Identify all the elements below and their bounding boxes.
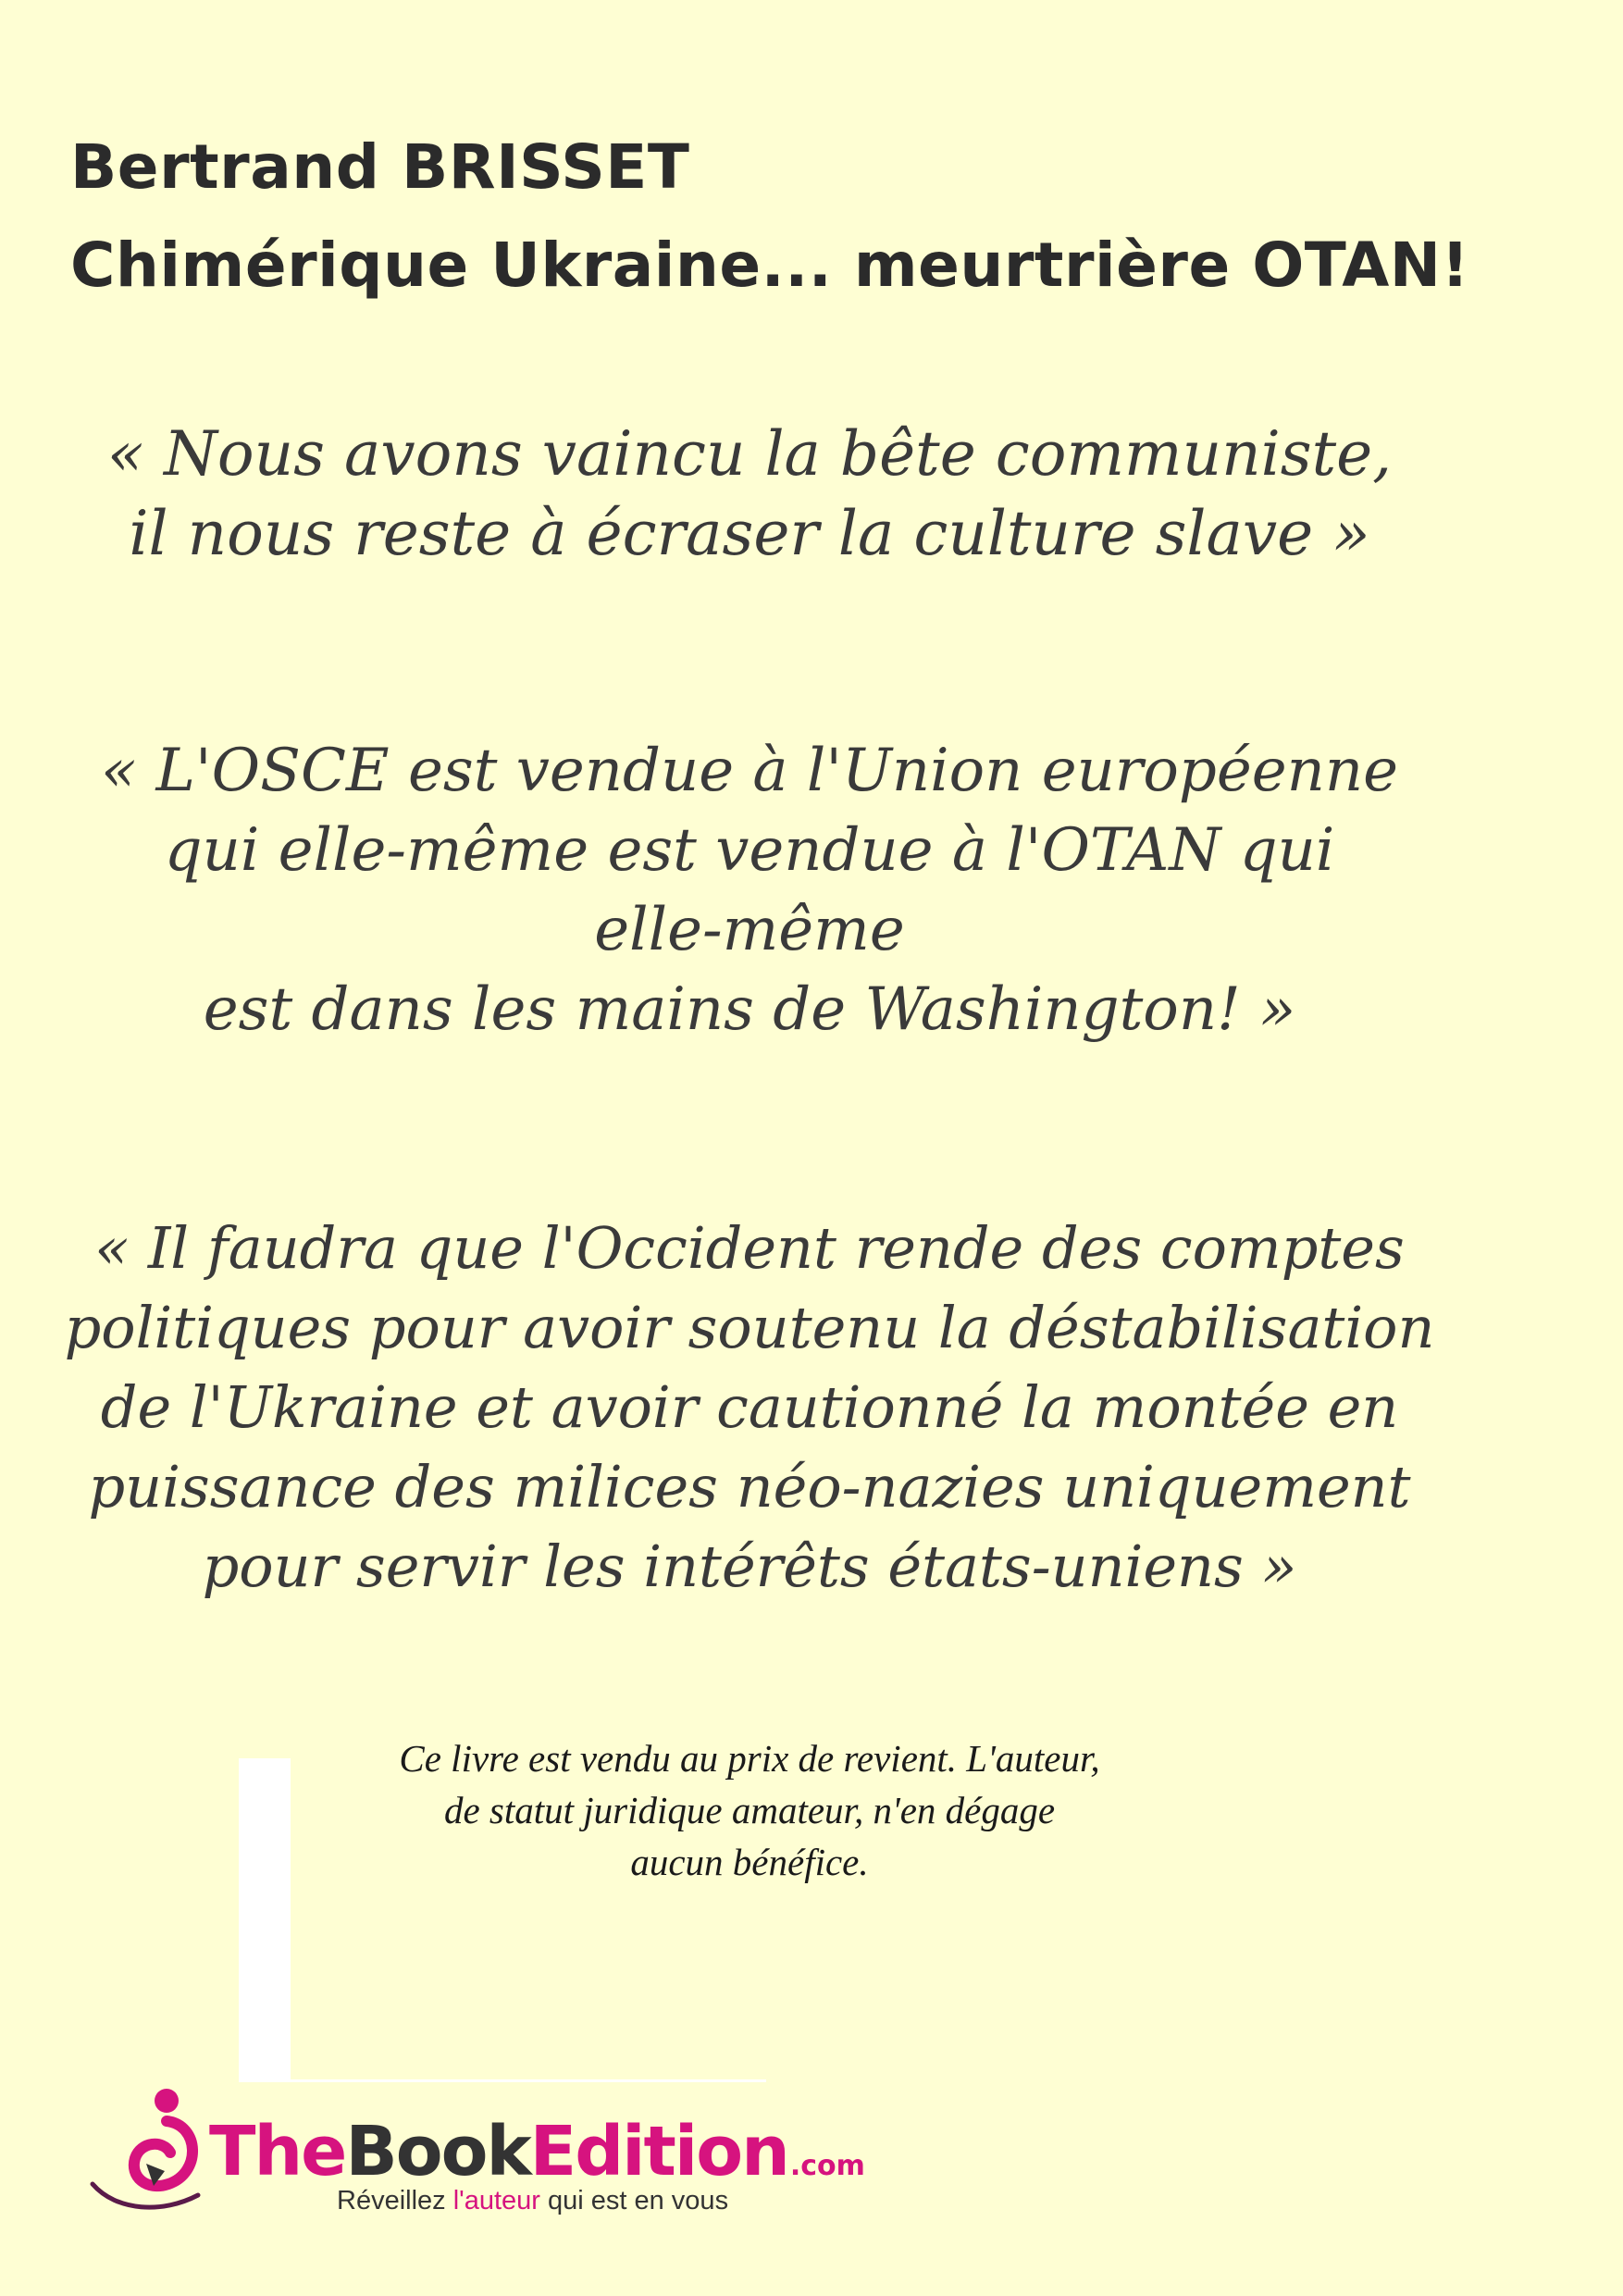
price-note [315, 1732, 1184, 1888]
quote-line: « Nous avons vaincu la bête communiste, [106, 418, 1393, 490]
tagline-pre: Réveillez [337, 2186, 453, 2215]
quote-line: politiques pour avoir soutenu la déstabilisation [64, 1294, 1435, 1361]
quote-1 [46, 415, 1453, 574]
quote-3 [46, 1209, 1453, 1607]
quote-line: est dans les mains de Washington! » [203, 975, 1296, 1044]
tagline-highlight: l'auteur [452, 2186, 540, 2215]
quote-line: il nous reste à écraser la culture slave » [129, 498, 1370, 569]
person-swirl-icon [89, 2082, 209, 2212]
logo-the: The [209, 2112, 346, 2191]
logo-edition: Edition [529, 2112, 788, 2191]
quote-line: qui elle-même est vendue à l'OTAN qui [164, 816, 1335, 885]
logo-tagline [337, 2186, 728, 2216]
quote-line: « L'OSCE est vendue à l'Union européenne [101, 737, 1398, 805]
quote-line: elle-même [594, 896, 905, 964]
author-name: Bertrand BRISSET [70, 131, 690, 203]
note-line: de statut juridique amateur, n'en dégage [443, 1789, 1056, 1831]
logo-com: .com [789, 2150, 865, 2182]
quote-line: de l'Ukraine et avoir cautionné la montée en [100, 1373, 1399, 1441]
publisher-logo [89, 2082, 865, 2221]
book-title: Chimérique Ukraine... meurtrière OTAN! [70, 229, 1470, 301]
logo-book: Book [345, 2112, 530, 2191]
quote-line: puissance des milices néo-nazies uniquement [88, 1453, 1411, 1520]
decorative-white-bar [239, 1758, 291, 2082]
note-line: Ce livre est vendu au prix de revient. L'auteur, [399, 1737, 1100, 1780]
page-header [70, 118, 1514, 314]
quote-line: pour servir les intérêts états-uniens » [202, 1533, 1297, 1600]
quote-line: « Il faudra que l'Occident rende des comptes [94, 1214, 1405, 1282]
note-line: aucun bénéfice. [630, 1841, 869, 1883]
quote-2 [46, 731, 1453, 1049]
tagline-post: qui est en vous [539, 2186, 729, 2215]
